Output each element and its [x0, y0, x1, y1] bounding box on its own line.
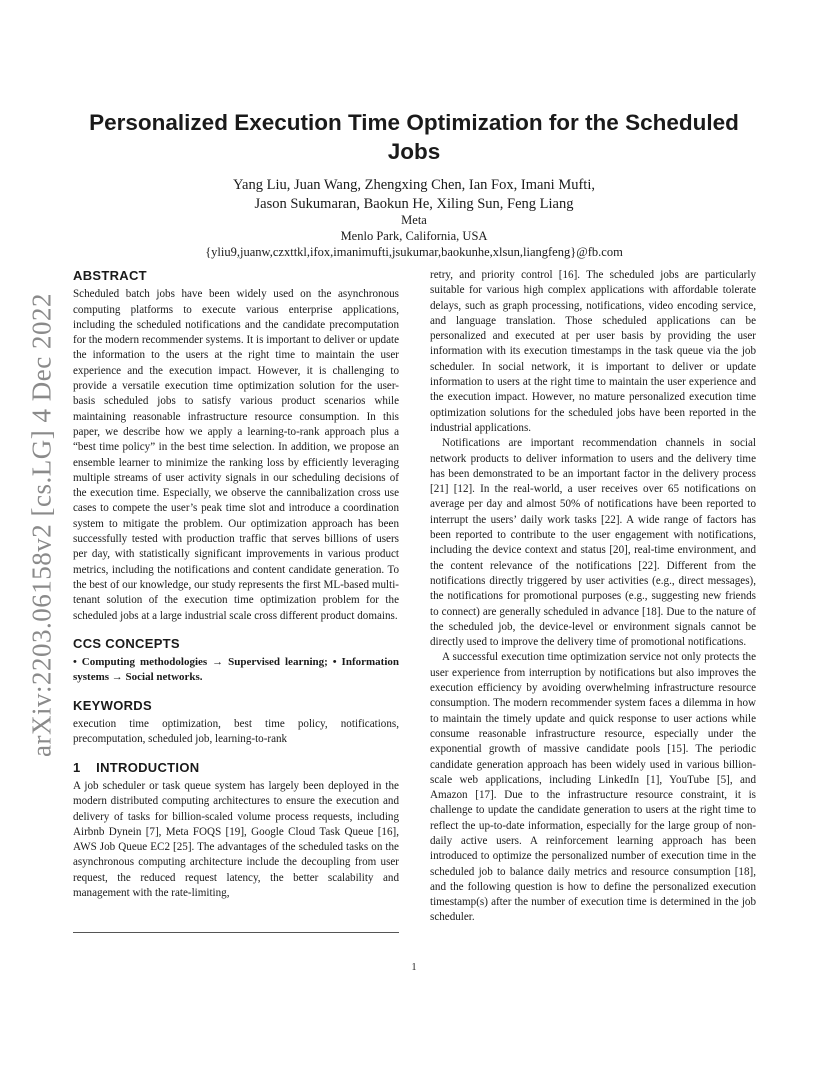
ccs-section [73, 636, 399, 686]
left-column [73, 268, 399, 901]
introduction-paragraph-1-continued: retry, and priority control [16]. The scheduled jobs are particularly suitable for various high complex applications with affordable tolerate delays, such as graph processing, notifications, video encoding service, and language translation. Those scheduled applications can be personalized and executed at per user basis by providing the user information with its execution timestamps in the task queue via the job scheduler. In social network, it is important to deliver or update information to users at the right time to maintain the user experience and the execution impact. However, no mature personalized execution time optimization solutions for the scheduled jobs have been reported in the industrial applications. [430, 269, 756, 434]
author-list [80, 176, 748, 214]
authors-line-1: Yang Liu, Juan Wang, Zhengxing Chen, Ian Fox, Imani Mufti, [233, 177, 595, 193]
organization: Meta [401, 213, 427, 227]
author-emails: {yliu9,juanw,czxttkl,ifox,imanimufti,jsukumar,baokunhe,xlsun,liangfeng}@fb.com [205, 245, 623, 259]
page-number: 1 [411, 962, 417, 973]
abstract-heading: ABSTRACT [73, 268, 147, 283]
affiliation [80, 212, 748, 260]
authors-line-2: Jason Sukumaran, Baokun He, Xiling Sun, Feng Liang [254, 196, 574, 212]
abstract-section [73, 268, 399, 624]
arxiv-sidebar [22, 290, 62, 760]
abstract-text: Scheduled batch jobs have been widely used on the asynchronous computing platforms to execute various enterprise applications, including the scheduled notifications and the candidate precomputation for the modern recommender systems. It is important to deliver or update the information to the users at the right time to maintain the user experience and the execution impact. However, it is challenging to provide a versatile execution time optimization solution for the user-basis scheduled jobs to satisfy various product scenarios while maintaining reasonable infrastructure resource consumption. In this paper, we describe how we apply a learning-to-rank approach plus a “best time policy” in the best time selection. In addition, we propose an ensemble learner to minimize the ranking loss by efficiently leveraging multiple streams of user activity signals in our scheduling decisions of the execution time. Especially, we observe the cannibalization cross use cases to compete the user’s peak time slot and introduce a coordination system to mitigate the problem. Our optimization approach has been successfully tested with production traffic that serves billions of users per day, with statistically significant improvements in various product metrics, including the notifications and content candidate generation. To the best of our knowledge, our study represents the first ML-based multi-tenant solution of the execution time optimization problem for the scheduled jobs at a large industrial scale cross different product domains. [73, 288, 399, 622]
introduction-heading: 1 INTRODUCTION [73, 759, 200, 775]
ccs-heading: CCS CONCEPTS [73, 635, 180, 651]
right-column [430, 268, 756, 926]
paper-title: Personalized Execution Time Optimization for the Scheduled Jobs [89, 110, 739, 164]
ccs-text: • Computing methodologies → Supervised learning; • Information systems → Social networks. [73, 656, 399, 684]
keywords-heading: KEYWORDS [73, 697, 152, 713]
introduction-paragraph-1: A job scheduler or task queue system has largely been deployed in the modern distributed computing architectures to ensure the execution and delivery of tasks for billion-scaled volume process requests, including Airbnb Dynein [7], Meta FOQS [19], Google Cloud Task Queue [16], AWS Job Queue EC2 [25]. The advantages of the scheduled tasks on the asynchronous computing architecture include the decoupling from user request, the reduced request latency, the better scalability and management with the rate-limiting, [73, 779, 399, 899]
footnote-rule [73, 932, 399, 933]
introduction-paragraph-3: A successful execution time optimization service not only protects the user experience from interruption by notifications but also improves the execution efficiency by avoiding overwhelming infrastructure resource consumption. The modern recommender system faces a dilemma in how to maintain the timely update and quick response to user actions while consume reasonable infrastructure resource, especially under the exponential growth of massive candidate pools [15]. The periodic candidate generation approach has been widely used in various billion-scale web applications, including LinkedIn [1], YouTube [5], and Amazon [17]. Due to the infrastructure resource constraint, it is challenge to update the candidate generation to users at the right time to reflect the up-to-date information, especially for the large group of non-daily active users. A reinforcement learning approach has been introduced to optimize the personalized number of execution time in the scheduled job to balance daily metrics and resource consumption [18], and the following question is how to define the personalized execution timestamp(s) after the number of execution time is determined in the job scheduler. [430, 651, 756, 924]
keywords-text: execution time optimization, best time policy, notifications, precomputation, scheduled job, learning-to-rank [73, 718, 399, 746]
introduction-section [73, 760, 399, 902]
arxiv-identifier: arXiv:2203.06158v2 [cs.LG] 4 Dec 2022 [26, 293, 57, 757]
introduction-paragraph-2: Notifications are important recommendation channels in social network products to deliver information to users and the delivery time has been demonstrated to be an important factor in the delivery process [21] [12]. In the real-world, a user receives over 65 notifications on average per day and almost 50% of notifications have been reported to interrupt the users’ daily work tasks [22]. A wide range of factors has been reported to contribute to the user engagement with notifications, including the device context and status [20], real-time environment, and the content relevance of the notifications [22]. Different from the notifications directly triggered by user activities (e.g., direct messages), the notifications for promotional purposes (e.g., suggesting new friends to connect) are generally scheduled in advance [18]. Due to the nature of the scheduled job, the device-level or environment signals cannot be directly used to improve the delivery time of promotional notifications. [430, 437, 756, 649]
keywords-section [73, 698, 399, 748]
location: Menlo Park, California, USA [340, 229, 488, 243]
